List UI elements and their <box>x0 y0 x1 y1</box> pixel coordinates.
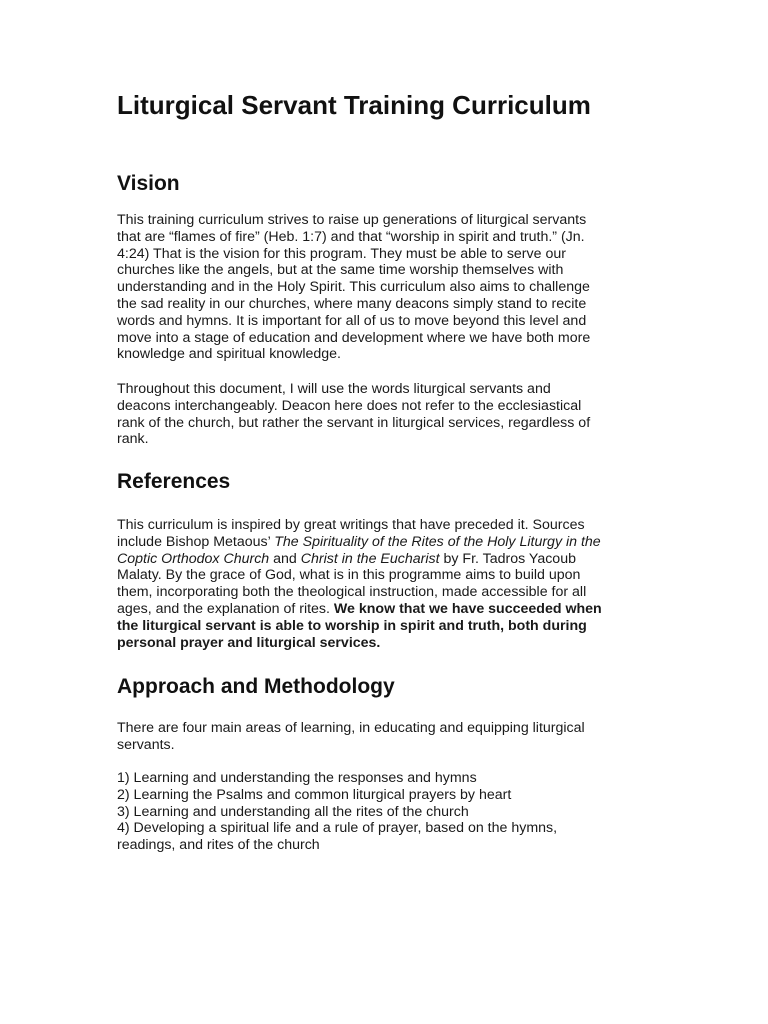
text-line <box>117 635 647 652</box>
text-line: This curriculum is inspired by great writings that have preceded it. Sources <box>117 517 585 533</box>
text-run: include Bishop Metaous’ <box>117 533 275 550</box>
text-line <box>117 551 647 568</box>
bold-statement: personal prayer and liturgical services. <box>117 634 381 651</box>
text-line: knowledge and spiritual knowledge. <box>117 346 341 363</box>
approach-intro-paragraph <box>117 720 647 754</box>
text-line: 4:24) That is the vision for this program. They must be able to serve our <box>117 245 566 262</box>
text-line: Malaty. By the grace of God, what is in this programme aims to build upon <box>117 567 581 584</box>
text-run: by Fr. Tadros Yacoub <box>439 550 576 567</box>
text-line: the sad reality in our churches, where many deacons simply stand to recite <box>117 295 587 312</box>
bold-statement: the liturgical servant is able to worship in spirit and truth, both during <box>117 617 587 634</box>
text-line: Throughout this document, I will use the words liturgical servants and <box>117 381 551 397</box>
text-line: that are “flames of fire” (Heb. 1:7) and that “worship in spirit and truth.” (Jn. <box>117 228 585 245</box>
references-paragraph <box>117 517 647 651</box>
vision-paragraph-1 <box>117 212 647 363</box>
text-line: understanding and in the Holy Spirit. This curriculum also aims to challenge <box>117 279 590 296</box>
book-title-italic: Coptic Orthodox Church <box>117 550 270 567</box>
text-line: move into a stage of education and development where we have both more <box>117 329 591 346</box>
section-heading-approach: Approach and Methodology <box>117 675 395 698</box>
book-title-italic: The Spirituality of the Rites of the Holy Liturgy in the <box>274 533 601 550</box>
text-line: There are four main areas of learning, in educating and equipping liturgical <box>117 720 585 736</box>
list-item: 3) Learning and understanding all the rites of the church <box>117 803 469 820</box>
list-item: 4) Developing a spiritual life and a rule of prayer, based on the hymns, <box>117 820 558 837</box>
list-item-continuation: readings, and rites of the church <box>117 837 320 854</box>
text-line: churches like the angels, but at the same time worship themselves with <box>117 262 564 279</box>
section-heading-vision: Vision <box>117 172 180 195</box>
text-line <box>117 601 647 618</box>
text-line: This training curriculum strives to raise up generations of liturgical servants <box>117 212 587 228</box>
text-line: words and hymns. It is important for all of us to move beyond this level and <box>117 312 587 329</box>
list-item: 2) Learning the Psalms and common liturgical prayers by heart <box>117 786 512 803</box>
text-line: rank. <box>117 431 149 448</box>
text-line: them, incorporating both the theological instruction, made accessible for all <box>117 584 587 601</box>
book-title-italic: Christ in the Eucharist <box>300 550 440 567</box>
text-line: rank of the church, but rather the servant in liturgical services, regardless of <box>117 414 591 431</box>
text-run: and <box>269 550 301 567</box>
vision-paragraph-2 <box>117 381 647 448</box>
learning-areas-list <box>117 770 647 854</box>
section-heading-references: References <box>117 470 231 493</box>
list-item: 1) Learning and understanding the responses and hymns <box>117 770 477 786</box>
text-run: ages, and the explanation of rites. <box>117 600 334 617</box>
text-line: deacons interchangeably. Deacon here does not refer to the ecclesiastical <box>117 397 582 414</box>
text-line: servants. <box>117 736 175 753</box>
bold-statement: We know that we have succeeded when <box>333 600 602 617</box>
document-title: Liturgical Servant Training Curriculum <box>117 90 591 120</box>
text-line <box>117 534 647 551</box>
text-line <box>117 618 647 635</box>
